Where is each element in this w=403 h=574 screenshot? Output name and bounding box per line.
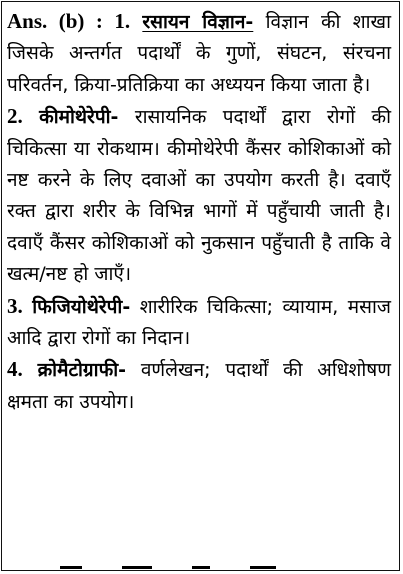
definition-physiotherapy: शारीरिक चिकित्सा; व्यायाम, मसाज आदि द्वारा रोगों का निदान। — [7, 295, 391, 350]
cut-off-next-line — [60, 566, 360, 574]
answer-prefix: Ans. (b) : 1. — [7, 9, 131, 33]
answer-content — [7, 6, 391, 418]
entry-3 — [7, 291, 391, 355]
item-number: 2. — [7, 104, 23, 129]
definition-chromatography: वर्णलेखन; पदार्थों की अधिशोषण क्षमता का उपयोग। — [7, 359, 391, 413]
entry-4 — [7, 354, 391, 418]
entry-2 — [7, 101, 391, 290]
item-number: 4. — [7, 357, 23, 382]
item-number: 3. — [7, 293, 23, 318]
answer-box — [1, 1, 400, 571]
definition-chemotherapy: रासायनिक पदार्थों द्वारा रोगों की चिकित्सा या रोकथाम। कीमोथेरेपी कैंसर कोशिकाओं को नष्ट करने के लिए दवाओं का उपयोग करती है। दवाएँ रक्त द्वारा शरीर के विभिन्न भागों में पहुँचायी जाती है। दवाएँ कैंसर कोशिकाओं को नुकसान पहुँचाती है ताकि वे खत्म/नष्ट हो जाएँ। — [7, 106, 392, 286]
entry-1 — [7, 6, 391, 101]
term-chromatography: क्रोमैटोग्राफी- — [37, 359, 127, 382]
term-chemotherapy: कीमोथेरेपी- — [39, 106, 119, 129]
term-chemistry: रसायन विज्ञान- — [142, 11, 254, 33]
term-physiotherapy: फिजियोथेरेपी- — [32, 295, 131, 318]
definition-chemistry: विज्ञान की शाखा जिसके अन्तर्गत पदार्थों के गुणों, संघटन, संरचना परिवर्तन, क्रिया-प्रतिक्रिया का अध्ययन किया जाता है। — [7, 11, 392, 96]
